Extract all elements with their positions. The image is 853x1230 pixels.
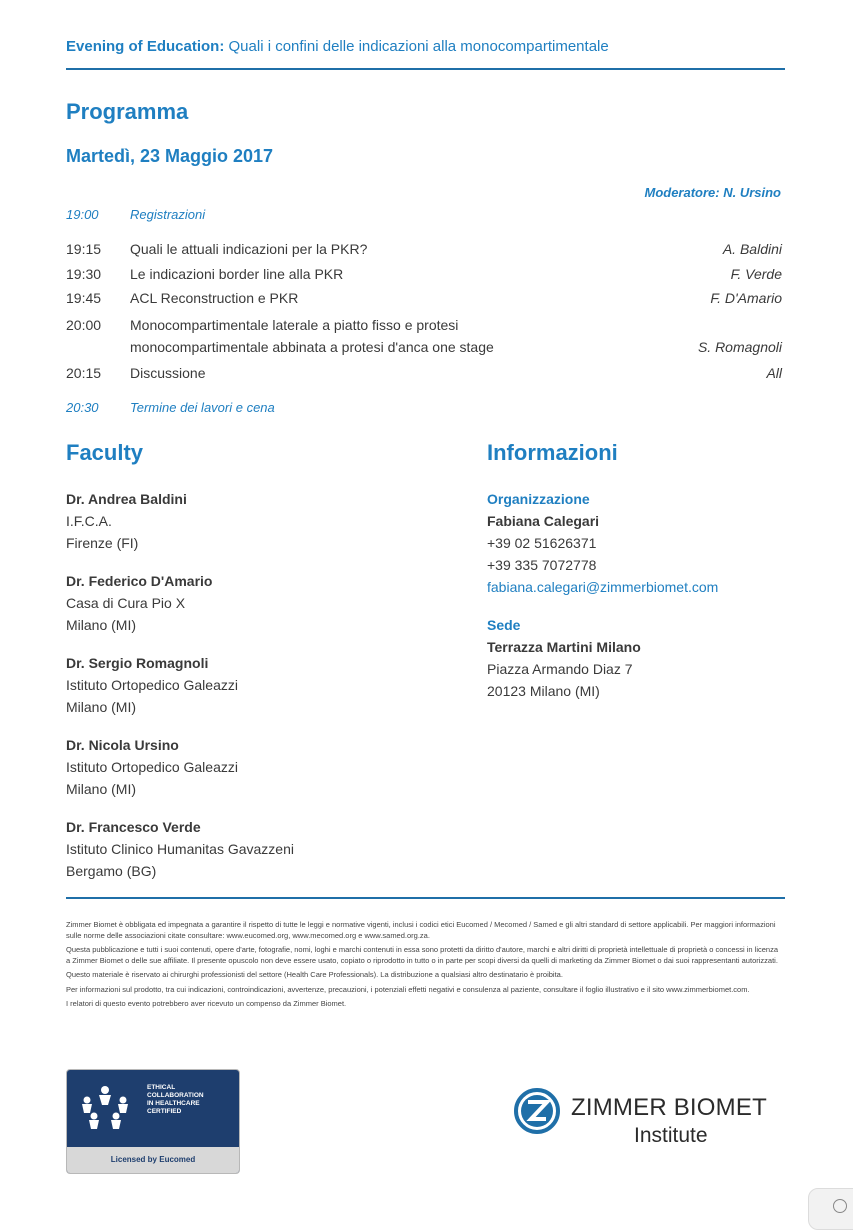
brand-subtitle: Institute: [634, 1124, 708, 1147]
program-speaker: A. Baldini: [722, 241, 782, 257]
faculty-name: Dr. Francesco Verde: [66, 819, 201, 835]
faculty-name: Dr. Andrea Baldini: [66, 491, 187, 507]
people-star-icon: [75, 1082, 135, 1132]
program-title: Monocompartimentale laterale a piatto fisso e protesi: [130, 317, 459, 333]
program-speaker: S. Romagnoli: [697, 339, 782, 355]
faculty-city: Bergamo (BG): [66, 863, 157, 879]
zimmer-biomet-logo-icon: [514, 1088, 560, 1134]
legal-paragraph: Questa pubblicazione e tutti i suoi contenuti, opere d'arte, fotografie, nomi, loghi e marchi contenuti in essa sono protetti da diritto d'autore, marchi e altri diritti di proprietà intellettuale di proprietà o concessi in licenza a Zimmer Biomet o delle sue affiliate. Il presente opuscolo non deve essere usato, copiato o riprodotto in tutto o in parte per scopi diversi da quelli di marketing da Zimmer Biomet o dai suoi rappresentanti autorizzati.: [66, 945, 779, 965]
faculty-city: Firenze (FI): [66, 535, 139, 551]
program-time: 20:30: [66, 400, 99, 415]
faculty-member: [66, 734, 238, 800]
faculty-member: [66, 570, 212, 636]
venue-city: 20123 Milano (MI): [487, 683, 600, 699]
program-time: 19:45: [66, 290, 102, 306]
venue-street: Piazza Armando Diaz 7: [487, 661, 633, 677]
program-title-continued: monocompartimentale abbinata a protesi d'anca one stage: [130, 339, 494, 355]
faculty-name: Dr. Sergio Romagnoli: [66, 655, 209, 671]
program-speaker: F. Verde: [730, 266, 782, 282]
circle-icon: [833, 1199, 847, 1213]
program-speaker: F. D'Amario: [710, 290, 782, 306]
venue-name: Terrazza Martini Milano: [487, 639, 641, 655]
organization-block: [487, 488, 718, 598]
faculty-heading: Faculty: [66, 440, 144, 465]
legal-paragraph: I relatori di questo evento potrebbero aver ricevuto un compenso da Zimmer Biomet.: [66, 999, 347, 1008]
venue-label: Sede: [487, 617, 521, 633]
badge-line: COLLABORATION: [147, 1092, 204, 1099]
event-title-rest: Quali i confini delle indicazioni alla monocompartimentale: [224, 38, 609, 55]
faculty-member: [66, 816, 294, 882]
event-title-bold: Evening of Education:: [66, 38, 225, 55]
badge-text: [147, 1084, 204, 1116]
info-heading: Informazioni: [487, 440, 618, 465]
faculty-affiliation: Istituto Ortopedico Galeazzi: [66, 759, 238, 775]
legal-paragraph: Zimmer Biomet è obbligata ed impegnata a garantire il rispetto di tutte le leggi e normative vigenti, inclusi i codici etici Eucomed / Mecomed / Samed e gli altri standard di settore applicabili. Per maggiori informazioni sulle norme delle associazioni citate consultare: www.eucomed.org, www.mecomed.org e www.samed.org.za.: [66, 920, 776, 940]
faculty-affiliation: Casa di Cura Pio X: [66, 595, 186, 611]
badge-line: ETHICAL: [147, 1084, 176, 1091]
venue-block: [487, 614, 641, 702]
badge-line: IN HEALTHCARE: [147, 1100, 200, 1107]
program-time: 20:00: [66, 317, 102, 333]
program-date: Martedì, 23 Maggio 2017: [66, 146, 274, 166]
faculty-city: Milano (MI): [66, 617, 137, 633]
program-title: Le indicazioni border line alla PKR: [130, 266, 344, 282]
organization-label: Organizzazione: [487, 491, 590, 507]
badge-line: CERTIFIED: [147, 1108, 182, 1115]
program-title: Registrazioni: [130, 207, 206, 222]
moderator: Moderatore: N. Ursino: [644, 185, 781, 200]
program-time: 19:30: [66, 266, 102, 282]
program-time: 19:00: [66, 207, 99, 222]
program-speaker: All: [766, 365, 782, 381]
program-time: 19:15: [66, 241, 102, 257]
faculty-affiliation: Istituto Ortopedico Galeazzi: [66, 677, 238, 693]
email-link[interactable]: fabiana.calegari@zimmerbiomet.com: [487, 579, 719, 595]
program-title: Quali le attuali indicazioni per la PKR?: [130, 241, 368, 257]
legal-paragraph: Per informazioni sul prodotto, tra cui indicazioni, controindicazioni, avvertenze, precauzioni, i potenziali effetti negativi e consulenza al paziente, consultare il foglio illustrativo e il sito www.zimmerbiomet.com.: [66, 984, 750, 994]
faculty-name: Dr. Nicola Ursino: [66, 737, 179, 753]
faculty-city: Milano (MI): [66, 699, 137, 715]
brand-name: ZIMMER BIOMET: [571, 1094, 767, 1121]
faculty-affiliation: Istituto Clinico Humanitas Gavazzeni: [66, 841, 294, 857]
faculty-affiliation: I.F.C.A.: [66, 513, 112, 529]
program-heading: Programma: [66, 99, 189, 124]
header-divider: [66, 68, 785, 70]
phone-number: +39 02 51626371: [487, 535, 597, 551]
faculty-member: [66, 652, 238, 718]
organization-name: Fabiana Calegari: [487, 513, 600, 529]
program-row: [66, 314, 782, 358]
ethical-certification-badge: [66, 1069, 240, 1174]
program-time: 20:15: [66, 365, 102, 381]
event-title: [66, 38, 609, 55]
faculty-member: [66, 488, 187, 554]
footer-divider: [66, 897, 785, 899]
program-title: Termine dei lavori e cena: [130, 400, 275, 415]
legal-paragraph: Questo materiale è riservato ai chirurghi professionisti del settore (Health Care Professionals). La distribuzione a qualsiasi altro destinatario è proibita.: [66, 970, 563, 979]
badge-footer: Licensed by Eucomed: [67, 1147, 239, 1173]
faculty-city: Milano (MI): [66, 781, 137, 797]
legal-notice: [66, 920, 784, 1014]
phone-number: +39 335 7072778: [487, 557, 597, 573]
program-title: Discussione: [130, 365, 206, 381]
program-title: ACL Reconstruction e PKR: [130, 290, 299, 306]
faculty-name: Dr. Federico D'Amario: [66, 573, 213, 589]
viewer-corner-button[interactable]: [808, 1188, 853, 1230]
